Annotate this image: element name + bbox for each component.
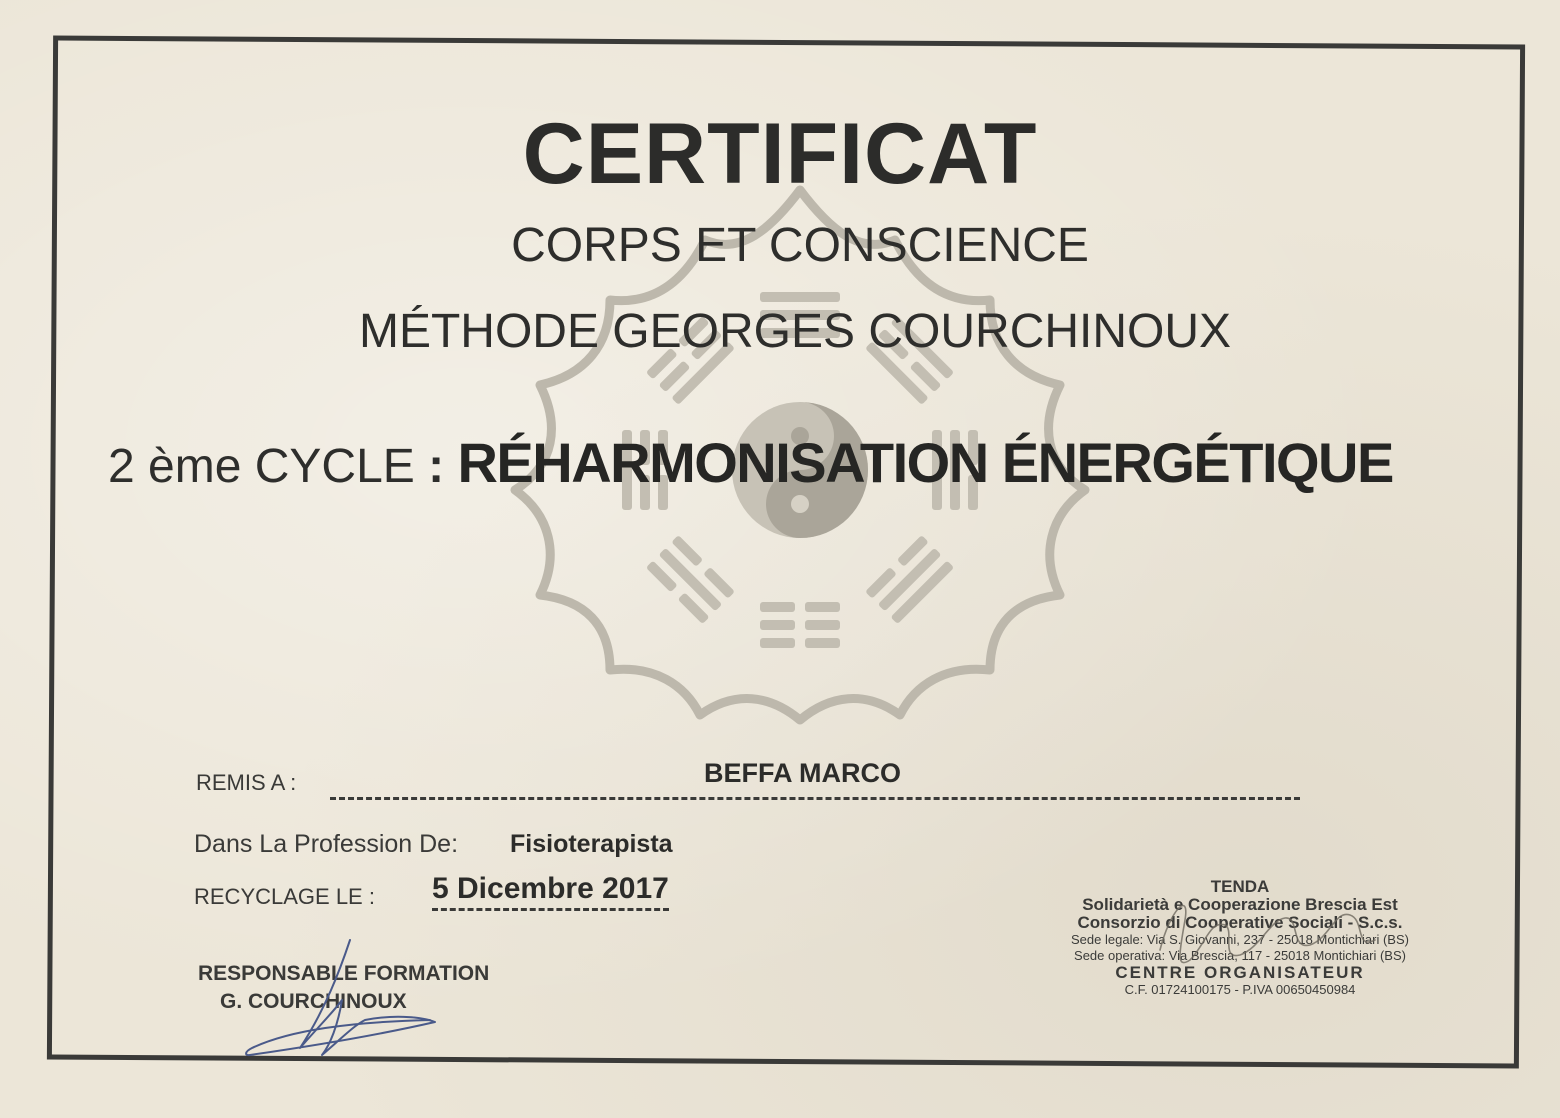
responsible-name: G. COURCHINOUX [220, 990, 407, 1013]
cycle-name: RÉHARMONISATION ÉNERGÉTIQUE [457, 431, 1393, 494]
cycle-prefix: 2 ème CYCLE [108, 440, 415, 493]
recycling-label: RECYCLAGE LE : [194, 884, 375, 909]
certificate-subtitle-1: CORPS ET CONSCIENCE [511, 219, 1089, 272]
stamp-line-5: Sede operativa: Via Brescia, 117 - 25018 Montichiari (BS) [1074, 948, 1406, 963]
cycle-line [108, 430, 1393, 495]
stamp-line-6: CENTRE ORGANISATEUR [1115, 963, 1365, 982]
certificate-title: CERTIFICAT [522, 106, 1038, 202]
cycle-separator: : [414, 440, 458, 493]
profession-label: Dans La Profession De: [194, 830, 459, 858]
profession-value: Fisioterapista [510, 830, 673, 858]
responsible-title: RESPONSABLE FORMATION [198, 962, 490, 985]
signature-left [230, 930, 460, 1070]
recipient-name: BEFFA MARCO [704, 758, 901, 788]
recipient-label: REMIS A : [196, 770, 297, 795]
certificate-subtitle-2: MÉTHODE GEORGES COURCHINOUX [358, 305, 1232, 358]
signature-right [1150, 880, 1390, 990]
stamp-line-3: Consorzio di Cooperative Sociali - S.c.s. [1077, 913, 1403, 932]
stamp-line-2: Solidarietà e Cooperazione Brescia Est [1082, 895, 1398, 914]
recipient-dotted-line [330, 797, 1300, 800]
stamp-line-4: Sede legale: Via S. Giovanni, 237 - 25018 Montichiari (BS) [1071, 932, 1409, 947]
stamp-line-7: C.F. 01724100175 - P.IVA 00650450984 [1124, 982, 1356, 997]
stamp-line-1: TENDA [1210, 877, 1270, 896]
recycling-date: 5 Dicembre 2017 [432, 872, 669, 911]
